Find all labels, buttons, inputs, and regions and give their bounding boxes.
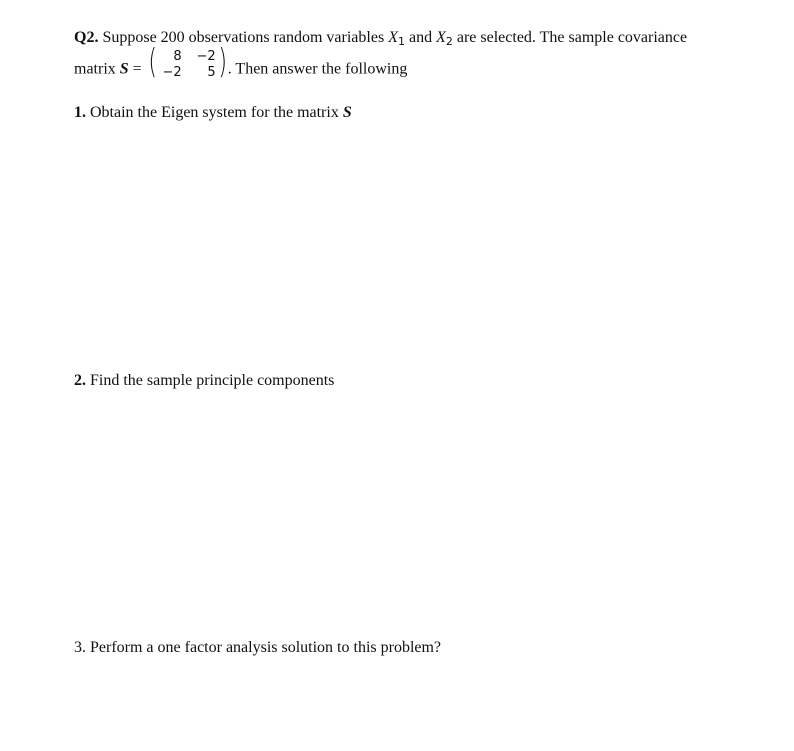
part-1 xyxy=(74,103,352,123)
matrix-cell-r2c2: 5 xyxy=(207,65,216,80)
part-1-text: Obtain the Eigen system for the matrix xyxy=(86,104,343,121)
question-text-1: Suppose 200 observations random variables xyxy=(98,29,389,46)
matrix-cell-r1c1: 8 xyxy=(173,49,182,64)
equals-sign: = xyxy=(128,60,146,78)
part-1-number: 1. xyxy=(74,104,86,121)
matrix-cell-r2c1: −2 xyxy=(162,65,182,80)
variable-x2-letter: X xyxy=(436,29,446,46)
variable-x1 xyxy=(388,29,405,46)
matrix-prefix: matrix xyxy=(74,60,120,78)
part-2-number: 2. xyxy=(74,372,86,389)
covariance-matrix xyxy=(148,42,228,82)
matrix-suffix: . Then answer the following xyxy=(227,60,408,78)
part-1-symbol: S xyxy=(342,104,352,121)
part-3 xyxy=(74,638,441,658)
question-and: and xyxy=(404,29,437,46)
part-2-text: Find the sample principle components xyxy=(86,372,335,389)
right-paren-icon: ) xyxy=(218,42,228,82)
matrix-symbol: S xyxy=(119,60,129,78)
variable-x2-subscript: 2 xyxy=(445,35,453,48)
left-paren-icon: ( xyxy=(148,42,157,82)
variable-x1-letter: X xyxy=(388,29,398,46)
variable-x1-subscript: 1 xyxy=(397,35,405,48)
part-2 xyxy=(74,371,334,391)
matrix-cell-r1c2: −2 xyxy=(196,49,216,64)
question-label: Q2. xyxy=(74,29,99,46)
part-3-text: 3. Perform a one factor analysis solution to this problem? xyxy=(74,639,442,656)
variable-x2 xyxy=(436,29,453,46)
question-line-2 xyxy=(74,42,408,82)
question-text-2: are selected. The sample covariance xyxy=(452,29,688,46)
